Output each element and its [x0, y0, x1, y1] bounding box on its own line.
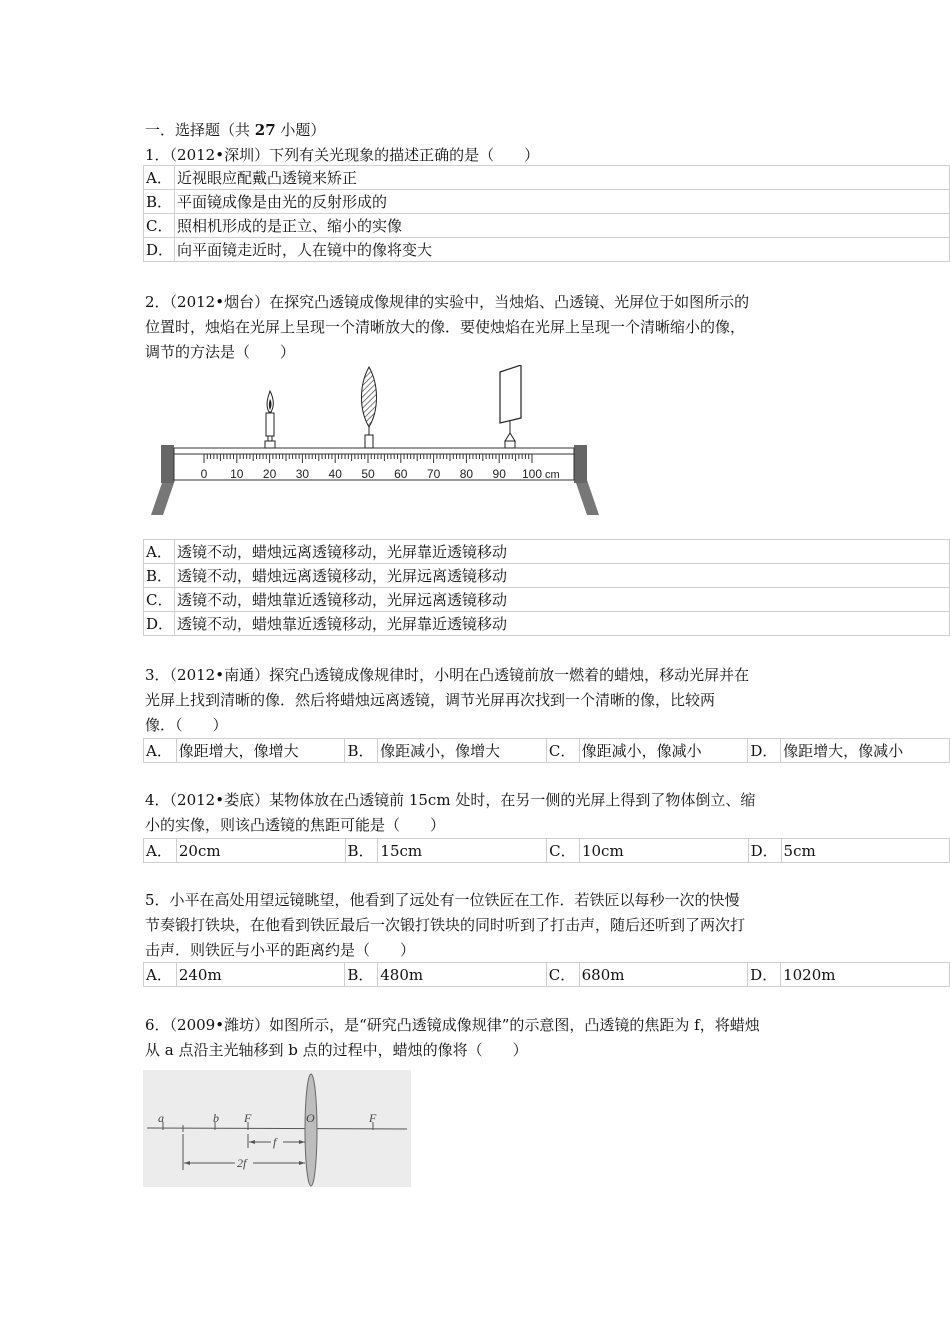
- option-row[interactable]: B． 平面镜成像是由光的反射形成的: [144, 190, 950, 214]
- scale-label: 10: [230, 467, 244, 481]
- scale-label: 30: [295, 467, 310, 481]
- option-c[interactable]: 10cm: [579, 839, 748, 863]
- question-1-stem: 1．（2012•深圳）下列有关光现象的描述正确的是（ ）: [145, 146, 540, 164]
- question-2-stem-line-2: 位置时，烛焰在光屏上呈现一个清晰放大的像．要使烛焰在光屏上呈现一个清晰缩小的像，: [145, 318, 746, 336]
- option-b-key[interactable]: B．: [345, 839, 378, 863]
- section-count: 27: [254, 121, 276, 139]
- option-d[interactable]: 1020m: [781, 963, 950, 987]
- question-3-stem-line-2: 光屏上找到清晰的像．然后将蜡烛远离透镜，调节光屏再次找到一个清晰的像，比较两: [145, 691, 716, 709]
- right-leg: [575, 480, 599, 515]
- label-a: a: [158, 1111, 164, 1125]
- question-1-options: [143, 165, 950, 262]
- convex-lens: [362, 367, 377, 448]
- option-row: [144, 963, 950, 987]
- label-b: b: [213, 1111, 219, 1125]
- option-row: [144, 739, 950, 763]
- light-screen: [500, 365, 521, 448]
- section-title: 一．选择题（共 27 小题）: [145, 121, 326, 139]
- option-b-key[interactable]: B．: [345, 739, 378, 763]
- optical-bench-figure: [145, 365, 615, 520]
- option-row[interactable]: A． 近视眼应配戴凸透镜来矫正: [144, 166, 950, 190]
- option-b[interactable]: 像距减小，像增大: [378, 739, 547, 763]
- question-2-options: [143, 539, 950, 636]
- option-a-key[interactable]: A．: [144, 963, 177, 987]
- scale-label: 80: [459, 467, 474, 481]
- scale-label: 100: [521, 467, 543, 481]
- option-b[interactable]: 15cm: [378, 839, 547, 863]
- option-d-key[interactable]: D．: [748, 739, 781, 763]
- left-post: [161, 445, 174, 483]
- question-3-stem-line-1: 3．（2012•南通）探究凸透镜成像规律时，小明在凸透镜前放一燃着的蜡烛，移动光屏并在: [145, 666, 750, 684]
- question-4-stem-line-1: 4．（2012•娄底）某物体放在凸透镜前 15cm 处时，在另一侧的光屏上得到了物体倒立、缩: [145, 791, 756, 809]
- option-d[interactable]: 5cm: [781, 839, 949, 863]
- question-2-stem-line-1: 2．（2012•烟台）在探究凸透镜成像规律的实验中，当烛焰、凸透镜、光屏位于如图所示的: [145, 293, 750, 311]
- question-5-stem-line-1: 5．小平在高处用望远镜眺望，他看到了远处有一位铁匠在工作．若铁匠以每秒一次的快慢: [145, 891, 740, 909]
- option-a-key[interactable]: A．: [144, 739, 177, 763]
- option-c[interactable]: 680m: [579, 963, 748, 987]
- option-c-key[interactable]: C．: [546, 739, 579, 763]
- scale-label: 90: [492, 467, 506, 481]
- option-row[interactable]: B． 透镜不动，蜡烛远离透镜移动，光屏远离透镜移动: [144, 564, 950, 588]
- scale-label: 70: [426, 467, 441, 481]
- scale-label: 50: [361, 467, 375, 481]
- candle: [265, 391, 275, 448]
- option-a[interactable]: 像距增大，像增大: [176, 739, 345, 763]
- option-a[interactable]: 20cm: [176, 839, 345, 863]
- question-4-options: [143, 838, 950, 863]
- convex-lens: [305, 1074, 317, 1186]
- option-c-key[interactable]: C．: [547, 839, 580, 863]
- option-d-key[interactable]: D．: [748, 839, 781, 863]
- option-row[interactable]: C． 照相机形成的是正立、缩小的实像: [144, 214, 950, 238]
- option-row: [144, 839, 950, 863]
- option-row[interactable]: C． 透镜不动，蜡烛靠近透镜移动，光屏远离透镜移动: [144, 588, 950, 612]
- question-3-stem-line-3: 像．（ ）: [145, 716, 228, 734]
- scale-label: 20: [262, 467, 277, 481]
- question-6-stem-line-2: 从 a 点沿主光轴移到 b 点的过程中，蜡烛的像将（ ）: [145, 1041, 528, 1059]
- scale-label: 40: [328, 467, 342, 481]
- option-row[interactable]: A． 透镜不动，蜡烛远离透镜移动，光屏靠近透镜移动: [144, 540, 950, 564]
- option-a-key[interactable]: A．: [144, 839, 177, 863]
- scale-label: 0: [200, 467, 208, 481]
- question-2-stem-line-3: 调节的方法是（ ）: [145, 343, 296, 361]
- lens-axis-figure: [143, 1070, 411, 1187]
- question-5-stem-line-3: 击声．则铁匠与小平的距离约是（ ）: [145, 941, 416, 959]
- scale-unit: cm: [545, 469, 560, 481]
- left-leg: [151, 480, 175, 515]
- option-c-key[interactable]: C．: [546, 963, 579, 987]
- option-row[interactable]: D． 透镜不动，蜡烛靠近透镜移动，光屏靠近透镜移动: [144, 612, 950, 636]
- label-f: f: [273, 1135, 277, 1149]
- scale-label: 60: [394, 467, 408, 481]
- question-4-stem-line-2: 小的实像，则该凸透镜的焦距可能是（ ）: [145, 816, 446, 834]
- option-d[interactable]: 像距增大，像减小: [781, 739, 950, 763]
- option-a[interactable]: 240m: [176, 963, 345, 987]
- option-b-key[interactable]: B．: [345, 963, 378, 987]
- option-row[interactable]: D． 向平面镜走近时，人在镜中的像将变大: [144, 238, 950, 262]
- right-post: [574, 445, 587, 483]
- label-2f: 2f: [237, 1156, 247, 1170]
- option-c[interactable]: 像距减小，像减小: [579, 739, 748, 763]
- label-o: O: [306, 1111, 315, 1125]
- question-3-options: [143, 738, 950, 763]
- question-5-stem-line-2: 节奏锻打铁块，在他看到铁匠最后一次锻打铁块的同时听到了打击声，随后还听到了两次打: [145, 916, 746, 934]
- option-b[interactable]: 480m: [378, 963, 547, 987]
- question-5-options: [143, 962, 950, 987]
- label-f-right: F: [369, 1111, 377, 1125]
- option-d-key[interactable]: D．: [748, 963, 781, 987]
- label-f-left: F: [244, 1111, 252, 1125]
- question-6-stem-line-1: 6．（2009•潍坊）如图所示，是“研究凸透镜成像规律”的示意图，凸透镜的焦距为 f，将蜡烛: [145, 1016, 760, 1034]
